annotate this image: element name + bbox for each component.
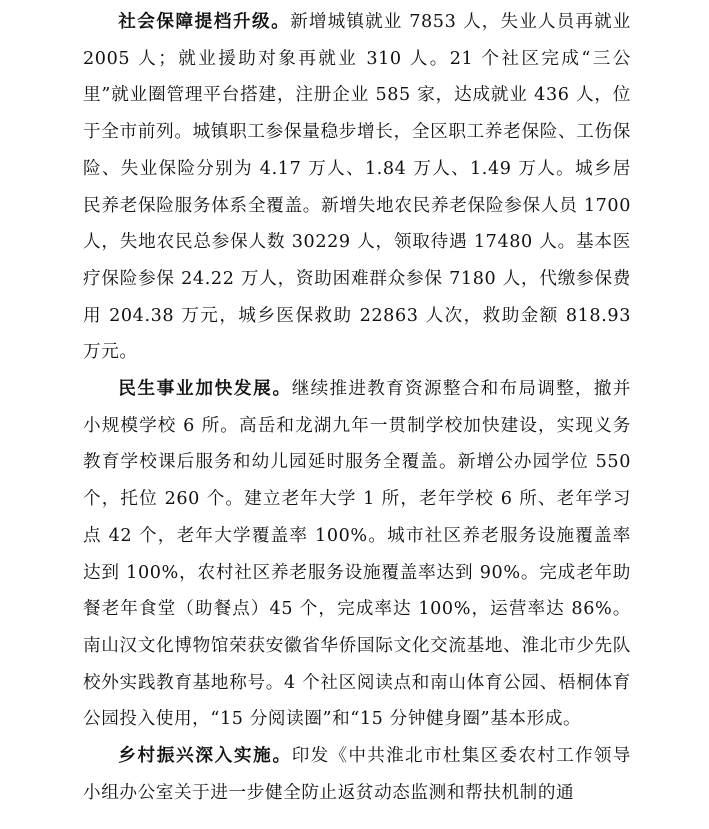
paragraph-body: 新增城镇就业 7853 人，失业人员再就业 2005 人；就业援助对象再就业 310 人。21 个社区完成“三公里”就业圈管理平台搭建，注册企业 585 家，达成就业 436 人，位于全市前列。城镇职工参保量稳步增长，全区职工养老保险、工伤保险、失业保险分别为 4.17 万人、1.84 万人、1.49 万人。城乡居民养老保险服务体系全覆盖。新增失地农民养老保险参保人员 1700 人，失地农民总参保人数 30229 人，领取待遇 17480 人。基本医疗保险参保 24.22 万人，资助困难群众参保 7180 人，代缴参保费用 204.38 万元，城乡医保救助 22863 人次，救助金额 818.93 万元。 [83,12,631,363]
paragraph-body: 印发《中共淮北市杜集区委农村工作领导小组办公室关于进一步健全防止返贫动态监测和帮扶机制的通 [83,746,631,803]
paragraph-livelihood [83,371,631,738]
paragraph-body: 继续推进教育资源整合和布局调整，撤并小规模学校 6 所。高岳和龙湖九年一贯制学校加快建设，实现义务教育学校课后服务和幼儿园延时服务全覆盖。新增公办园学位 550 个，托位 260 个。建立老年大学 1 所，老年学校 6 所、老年学习点 42 个，老年大学覆盖率 100%。城市社区养老服务设施覆盖率达到 100%，农村社区养老服务设施覆盖率达到 90%。完成老年助餐老年食堂（助餐点）45 个，完成率达 100%，运营率达 86%。南山汉文化博物馆荣获安徽省华侨国际文化交流基地、淮北市少先队校外实践教育基地称号。4 个社区阅读点和南山体育公园、梧桐体育公园投入使用，“15 分阅读圈”和“15 分钟健身圈”基本形成。 [83,379,631,730]
paragraph-rural-revitalization [83,738,631,811]
paragraph-heading: 民生事业加快发展。 [118,379,292,400]
paragraph-social-security [83,4,631,371]
paragraph-heading: 社会保障提档升级。 [118,12,291,32]
document-page [83,4,631,811]
paragraph-heading: 乡村振兴深入实施。 [118,746,292,767]
